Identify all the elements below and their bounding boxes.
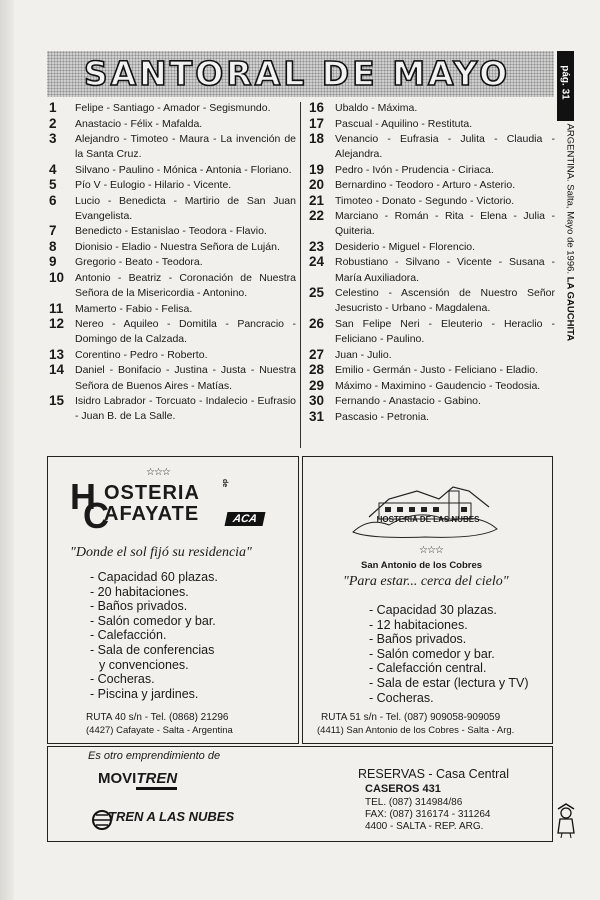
saint-day-entry xyxy=(49,394,296,424)
saint-names: Daniel - Bonifacio - Justina - Justa - Nuestra Señora de Buenos Aires - Matías. xyxy=(75,364,296,392)
saint-day-entry xyxy=(49,178,296,193)
day-number: 23 xyxy=(309,238,325,254)
feature-item: - Cocheras. xyxy=(90,672,218,687)
saint-day-entry xyxy=(309,194,555,209)
day-number: 10 xyxy=(49,269,65,285)
day-number: 4 xyxy=(49,161,57,177)
saint-names: Felipe - Santiago - Amador - Segismundo. xyxy=(75,102,271,114)
feature-item: y convenciones. xyxy=(99,657,189,672)
saint-day-entry xyxy=(309,101,555,116)
saint-names: Dionisio - Eladio - Nuestra Señora de Luján. xyxy=(75,240,280,253)
saint-day-entry xyxy=(49,348,296,363)
saint-names: Fernando - Anastacio - Gabino. xyxy=(335,395,481,408)
saint-names: Isidro Labrador - Torcuato - Indalecio - Eufrasio - Juan B. de La Salle. xyxy=(75,395,296,423)
day-number: 20 xyxy=(309,177,325,193)
day-number: 11 xyxy=(49,300,64,316)
reservations-title: RESERVAS - Casa Central xyxy=(358,767,509,781)
saint-names: Bernardino - Teodoro - Arturo - Asterio. xyxy=(335,179,516,192)
saint-names: Anastacio - Félix - Mafalda. xyxy=(75,117,203,130)
saints-column-right xyxy=(309,101,555,425)
tren-nubes-text: TREN A LAS NUBES xyxy=(108,809,235,824)
day-number: 18 xyxy=(309,131,325,146)
cafayate-word: AFAYATE xyxy=(104,503,200,525)
day-number: 15 xyxy=(49,393,65,409)
hosteria-word: OSTERIA xyxy=(104,482,200,504)
logo-letter-c: C xyxy=(83,495,109,536)
day-number: 22 xyxy=(309,208,325,224)
title-banner xyxy=(47,51,554,97)
saint-day-entry xyxy=(309,410,555,425)
saint-day-entry xyxy=(309,379,555,394)
saint-names: Antonio - Beatriz - Coronación de Nuestra Señora de la Misericordia - Antonino. xyxy=(75,271,296,300)
reservations-phone: TEL. (087) 314984/86 xyxy=(365,797,463,808)
feature-item: - Baños privados. xyxy=(90,599,218,614)
saint-names: Robustiano - Silvano - Vicente - Susana - María Auxiliadora. xyxy=(335,256,555,284)
day-number: 6 xyxy=(49,192,57,208)
day-number: 12 xyxy=(49,316,65,332)
day-number: 7 xyxy=(49,223,57,239)
page-title: SANTORAL DE MAYO xyxy=(83,54,511,93)
saint-names: Benedicto - Estanislao - Teodora - Flavio. xyxy=(75,225,267,238)
feature-item: - 12 habitaciones. xyxy=(369,618,529,633)
feature-item: - Cocheras. xyxy=(369,691,529,706)
saint-names: Venancio - Eufrasia - Julita - Claudia - Alejandra. xyxy=(335,133,555,161)
feature-item: - Sala de estar (lectura y TV) xyxy=(369,676,529,691)
ad-hosteria-cafayate xyxy=(47,456,299,744)
day-number: 8 xyxy=(49,238,57,254)
day-number: 28 xyxy=(309,362,325,378)
nubes-route-phone: RUTA 51 s/n - Tel. (087) 909058-909059 xyxy=(321,712,501,723)
saint-names: Silvano - Paulino - Mónica - Antonia - Floriano. xyxy=(75,163,292,176)
saint-day-entry xyxy=(309,178,555,193)
ad-reservations xyxy=(47,746,553,842)
saint-names: Máximo - Maximino - Gaudencio - Teodosia. xyxy=(335,379,541,392)
rating-stars: ☆☆☆ xyxy=(419,545,443,556)
reservations-street: CASEROS 431 xyxy=(365,783,441,795)
de-word: de xyxy=(221,479,228,488)
day-number: 21 xyxy=(309,192,325,208)
day-number: 26 xyxy=(309,315,325,331)
caption-publication: LA GAUCHITA xyxy=(564,276,576,342)
cafayate-address: (4427) Cafayate - Salta - Argentina xyxy=(86,725,233,736)
saint-day-entry xyxy=(309,117,555,132)
saint-day-entry xyxy=(309,240,555,255)
feature-item: - Sala de conferencias xyxy=(90,643,218,658)
saint-day-entry xyxy=(309,209,555,239)
day-number: 2 xyxy=(49,115,57,131)
feature-item: - Salón comedor y bar. xyxy=(369,647,529,662)
saint-day-entry xyxy=(309,286,555,316)
saint-day-entry xyxy=(49,271,296,301)
page-fold-shadow xyxy=(0,0,14,900)
saint-day-entry xyxy=(49,101,296,116)
cafayate-slogan: "Donde el sol fijó su residencia" xyxy=(70,545,252,560)
nubes-slogan: "Para estar... cerca del cielo" xyxy=(343,574,509,589)
feature-item: - Baños privados. xyxy=(369,632,529,647)
feature-item: - 20 habitaciones. xyxy=(90,585,218,600)
day-number: 25 xyxy=(309,285,325,301)
saint-names: Juan - Julio. xyxy=(335,348,392,361)
gauchita-mascot-icon xyxy=(554,803,578,839)
saint-day-entry xyxy=(309,132,555,162)
saint-names: Mamerto - Fabio - Felisa. xyxy=(75,302,193,315)
tren-nubes-logo xyxy=(94,807,254,833)
saint-names: Celestino - Ascensión de Nuestro Señor Jesucristo - Urbano - Magdalena. xyxy=(335,287,555,315)
feature-item: - Salón comedor y bar. xyxy=(90,614,218,629)
saint-names: Desiderio - Miguel - Florencio. xyxy=(335,240,476,253)
saint-names: Emilio - Germán - Justo - Feliciano - Eladio. xyxy=(335,364,539,377)
day-number: 24 xyxy=(309,254,325,270)
movitren-text-b: TREN xyxy=(136,770,177,790)
saint-names: San Felipe Neri - Eleuterio - Heraclio - Feliciano - Paulino. xyxy=(335,317,555,346)
aca-logo: ACA xyxy=(225,512,266,526)
day-number: 29 xyxy=(309,377,325,393)
saint-day-entry xyxy=(309,163,555,178)
hotel-building-icon xyxy=(349,477,501,539)
saint-names: Pascual - Aquilino - Restituta. xyxy=(335,117,473,130)
saint-day-entry xyxy=(49,132,296,162)
day-number: 17 xyxy=(309,115,325,131)
saint-day-entry xyxy=(309,363,555,378)
saint-day-entry xyxy=(309,255,555,285)
saints-column-left xyxy=(49,101,296,425)
saint-day-entry xyxy=(49,302,296,317)
saint-names: Marciano - Román - Rita - Elena - Julia - Quiteria. xyxy=(335,210,555,238)
nubes-location: San Antonio de los Cobres xyxy=(361,560,483,571)
logo-letter-h: H xyxy=(70,476,96,517)
day-number: 13 xyxy=(49,346,65,362)
saint-day-entry xyxy=(309,317,555,347)
nubes-address: (4411) San Antonio de los Cobres - Salta - Arg. xyxy=(317,725,515,736)
saint-names: Gregorio - Beato - Teodora. xyxy=(75,256,203,269)
day-number: 19 xyxy=(309,161,325,177)
saint-day-entry xyxy=(49,117,296,132)
feature-item: - Calefacción central. xyxy=(369,661,529,676)
saint-day-entry xyxy=(49,163,296,178)
page-number: pág. 31 xyxy=(559,65,571,100)
day-number: 30 xyxy=(309,393,325,409)
saint-names: Corentino - Pedro - Roberto. xyxy=(75,348,208,361)
saint-day-entry xyxy=(49,240,296,255)
day-number: 14 xyxy=(49,362,65,378)
day-number: 5 xyxy=(49,177,57,193)
movitren-text-a: MOVI xyxy=(98,770,137,787)
cafayate-features xyxy=(90,570,218,701)
saint-day-entry xyxy=(309,348,555,363)
day-number: 31 xyxy=(309,408,325,424)
reservations-fax: FAX: (087) 316174 - 311264 xyxy=(365,809,491,820)
saint-day-entry xyxy=(49,255,296,270)
feature-item: - Piscina y jardines. xyxy=(90,687,218,702)
saint-day-entry xyxy=(49,224,296,239)
saint-names: Pedro - Ivón - Prudencia - Ciriaca. xyxy=(335,163,494,176)
reservations-city: 4400 - SALTA - REP. ARG. xyxy=(365,821,484,832)
saint-day-entry xyxy=(49,317,296,347)
cafayate-route-phone: RUTA 40 s/n - Tel. (0868) 21296 xyxy=(86,712,229,723)
saint-day-entry xyxy=(49,363,296,393)
saint-names: Lucio - Benedicta - Martirio de San Juan Evangelista. xyxy=(75,194,296,222)
feature-item: - Calefacción. xyxy=(90,628,218,643)
day-number: 9 xyxy=(49,254,57,270)
nubes-features xyxy=(369,603,529,705)
feature-item: - Capacidad 60 plazas. xyxy=(90,570,218,585)
movitren-logo xyxy=(98,770,198,794)
nubes-logo-name: HOSTERIA DE LAS NUBES xyxy=(376,515,480,524)
saint-names: Alejandro - Timoteo - Maura - La invención de la Santa Cruz. xyxy=(75,133,296,161)
column-divider xyxy=(300,102,301,448)
rating-stars: ☆☆☆ xyxy=(146,467,170,478)
saint-names: Pío V - Eulogio - Hilario - Vicente. xyxy=(75,179,232,192)
saint-names: Pascasio - Petronia. xyxy=(335,410,429,423)
enterprise-intro: Es otro emprendimiento de xyxy=(88,750,221,762)
saint-names: Ubaldo - Máxima. xyxy=(335,102,418,114)
side-caption xyxy=(565,101,576,361)
ad-hosteria-nubes xyxy=(302,456,553,744)
day-number: 16 xyxy=(309,100,325,115)
day-number: 27 xyxy=(309,346,325,362)
saint-names: Nereo - Aquileo - Domitila - Pancracio - Domingo de la Calzada. xyxy=(75,318,296,346)
saint-day-entry xyxy=(49,194,296,224)
feature-item: - Capacidad 30 plazas. xyxy=(369,603,529,618)
saint-day-entry xyxy=(309,394,555,409)
caption-place-date: REP. ARGENTINA. Salta, Mayo de 1996. xyxy=(564,100,576,275)
day-number: 3 xyxy=(49,131,57,146)
day-number: 1 xyxy=(49,100,57,115)
saint-names: Timoteo - Donato - Segundo - Victorio. xyxy=(335,194,515,207)
